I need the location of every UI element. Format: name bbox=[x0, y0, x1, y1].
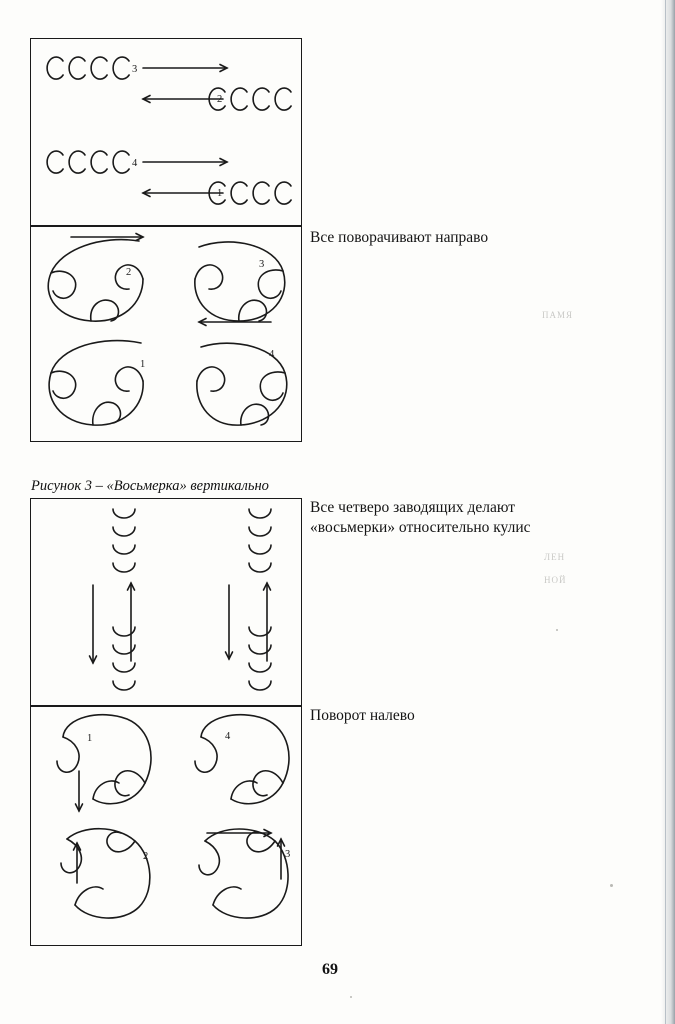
marker-label-4: 4 bbox=[225, 731, 231, 742]
bleed-through-text: НОЙ bbox=[544, 575, 567, 585]
diagram-panel-4 bbox=[31, 707, 301, 945]
page-edge-line bbox=[665, 0, 666, 1024]
diagram-panel-1 bbox=[31, 39, 301, 225]
scan-speck bbox=[610, 884, 613, 887]
scan-speck bbox=[556, 629, 558, 631]
marker-label-3: 3 bbox=[285, 849, 291, 860]
marker-label-4: 4 bbox=[269, 349, 275, 360]
marker-label-2: 2 bbox=[217, 94, 223, 105]
diagram-panel-2 bbox=[31, 227, 301, 441]
marker-label-2: 2 bbox=[143, 851, 149, 862]
marker-label-4: 4 bbox=[132, 158, 138, 169]
note-eights: Все четверо заводящих делают «восьмерки» относительно кулис bbox=[310, 499, 531, 537]
diagram-panel-3-frame bbox=[30, 498, 302, 706]
marker-label-1: 1 bbox=[140, 359, 146, 370]
bleed-through-text: ПАМЯ bbox=[542, 310, 574, 320]
marker-label-3: 3 bbox=[259, 259, 265, 270]
diagram-panel-3 bbox=[31, 499, 301, 705]
marker-label-1: 1 bbox=[217, 188, 223, 199]
bleed-through-text: ЛЕН bbox=[544, 552, 566, 562]
marker-label-3: 3 bbox=[132, 64, 138, 75]
page-number: 69 bbox=[322, 961, 338, 978]
marker-label-2: 2 bbox=[126, 267, 132, 278]
page-edge-shadow bbox=[661, 0, 675, 1024]
diagram-panel-2-frame bbox=[30, 226, 302, 442]
figure-3-caption: Рисунок 3 – «Восьмерка» вертикально bbox=[31, 478, 269, 494]
diagram-panel-4-frame bbox=[30, 706, 302, 946]
note-turn-right: Все поворачивают направо bbox=[310, 229, 489, 246]
marker-label-1: 1 bbox=[87, 733, 93, 744]
note-turn-left: Поворот налево bbox=[310, 707, 415, 724]
diagram-panel-1-frame bbox=[30, 38, 302, 226]
scan-speck bbox=[350, 996, 352, 998]
